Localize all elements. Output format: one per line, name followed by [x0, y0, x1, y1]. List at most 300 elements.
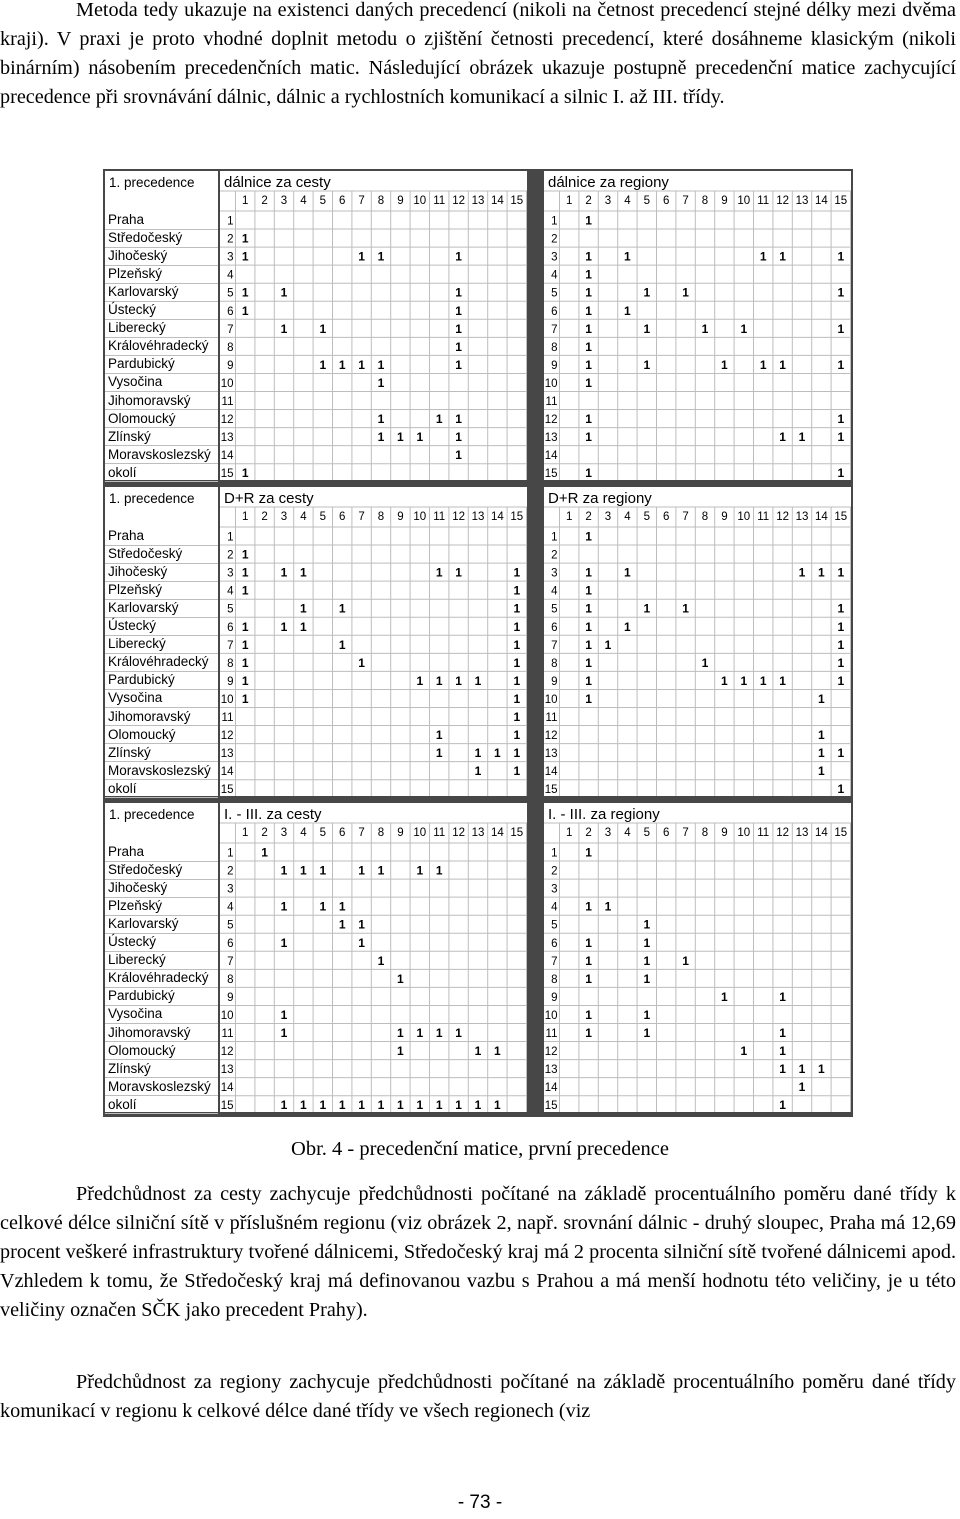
column-number: 1 [241, 827, 249, 839]
matrix-cell-value: 1 [837, 321, 845, 336]
matrix-cell-value: 1 [837, 655, 845, 670]
row-number: 15 [220, 1100, 234, 1112]
column-number: 14 [815, 511, 828, 523]
column-number: 15 [834, 511, 848, 523]
matrix-cell-value: 1 [818, 764, 825, 779]
matrix-cell-value: 1 [358, 655, 365, 670]
row-number: 1 [227, 531, 234, 544]
matrix-title: dálnice za regiony [548, 174, 669, 191]
matrix-cell-value: 1 [280, 1026, 288, 1040]
row-number: 7 [227, 323, 234, 336]
matrix-cell-value: 1 [435, 1026, 443, 1040]
row-number: 6 [551, 621, 558, 634]
row-gridline [105, 797, 218, 798]
matrix-cell-value: 1 [358, 249, 365, 264]
row-gridline [105, 1113, 218, 1114]
matrix-cell-value: 1 [837, 430, 845, 445]
matrix-cell-value: 1 [682, 601, 689, 616]
matrix-cell-value: 1 [338, 601, 346, 616]
matrix-cell-value: 1 [435, 863, 443, 878]
matrix-cell-value: 1 [280, 565, 288, 580]
column-number: 8 [701, 195, 709, 207]
matrix-cell-value: 1 [740, 321, 748, 336]
matrix-cell-value: 1 [397, 430, 404, 445]
row-number: 1 [227, 215, 234, 228]
matrix-cell-value: 1 [740, 673, 748, 688]
matrix-title: D+R za cesty [224, 490, 314, 507]
column-number: 2 [261, 195, 268, 207]
matrix-cell-value: 1 [280, 935, 288, 950]
matrix-cell-value: 1 [643, 953, 651, 968]
row-number: 5 [227, 287, 234, 300]
column-number: 6 [338, 511, 346, 523]
column-number: 15 [510, 827, 524, 839]
region-label: Jihočeský [108, 880, 168, 896]
row-number: 10 [544, 693, 558, 706]
precedence-label: 1. precedence [109, 491, 195, 506]
matrix-cell-value: 1 [455, 339, 462, 354]
region-label: Ústecký [108, 302, 157, 318]
column-number: 1 [565, 511, 573, 523]
column-number: 12 [452, 827, 465, 839]
row-number: 4 [227, 269, 234, 282]
matrix-cell-value: 1 [779, 989, 786, 1004]
region-label: Královéhradecký [108, 970, 209, 986]
column-number: 8 [377, 827, 385, 839]
matrix-cell-value: 1 [837, 466, 845, 480]
row-number: 4 [227, 901, 234, 914]
row-number: 1 [551, 215, 558, 228]
matrix-cell-value: 1 [241, 303, 249, 318]
matrix-cell-value: 1 [585, 213, 592, 228]
column-number: 11 [433, 827, 446, 839]
column-number: 13 [471, 511, 485, 523]
matrix-cell-value: 1 [779, 1026, 786, 1040]
column-number: 10 [737, 827, 751, 839]
matrix-cell-value: 1 [779, 1062, 786, 1077]
matrix-cell-value: 1 [798, 1062, 806, 1077]
matrix-cell-value: 1 [604, 899, 612, 914]
column-number: 4 [300, 511, 307, 523]
column-number: 8 [701, 827, 709, 839]
region-label: Vysočina [108, 690, 163, 706]
column-number: 9 [721, 195, 728, 207]
column-number: 11 [433, 195, 446, 207]
matrix-cell-value: 1 [241, 249, 249, 264]
column-number: 3 [604, 511, 612, 523]
matrix-cell-value: 1 [585, 430, 592, 445]
paragraph-cesty-text: Předchůdnost za cesty zachycuje předchůdnosti počítané na základě procentuálního poměru dané třídy k celkové délce silniční sítě v příslušném regionu (viz obrázek 2, např. srovnání dálnic - druhý sloupec, Praha má 12,69 procent veškeré infrastruktury tvořené dálnicemi, Středočeský kraj má 2 procenta silniční sítě tvořené dálnicemi apod. Vzhledem k tomu, že Středočeský kraj má definovanou vazbu s Prahou a má menší hodnotu této veličiny, je u této veličiny označen SČK jako precedent Prahy). [0, 1183, 956, 1321]
row-number: 11 [221, 1028, 234, 1040]
matrix-cell-value: 1 [779, 249, 786, 264]
column-number: 6 [338, 195, 346, 207]
matrix-cell-value: 1 [759, 357, 767, 372]
matrix-cell-value: 1 [377, 863, 385, 878]
column-number: 6 [338, 827, 346, 839]
matrix-cell-value: 1 [377, 357, 385, 372]
matrix-cell-value: 1 [585, 673, 592, 688]
matrix-cell-value: 1 [779, 430, 786, 445]
matrix-cell-value: 1 [624, 619, 631, 634]
region-label: Pardubický [108, 988, 175, 1004]
column-number: 7 [358, 511, 365, 523]
row-number: 15 [544, 468, 558, 480]
matrix-cell-value: 1 [643, 917, 651, 932]
row-number: 9 [227, 359, 234, 372]
column-number: 9 [721, 511, 728, 523]
region-label: Vysočina [108, 1006, 163, 1022]
row-number: 5 [227, 603, 234, 616]
row-number: 10 [220, 1009, 234, 1022]
matrix-cell-value: 1 [358, 357, 365, 372]
matrix-cell-value: 1 [435, 1098, 443, 1112]
column-number: 15 [510, 511, 524, 523]
column-number: 1 [565, 195, 573, 207]
matrix-cell-value: 1 [585, 249, 592, 264]
matrix-cell-value: 1 [585, 339, 592, 354]
region-label: Pardubický [108, 672, 175, 688]
region-label: Liberecký [108, 636, 166, 652]
matrix-cell-value: 1 [241, 565, 249, 580]
matrix-cell-value: 1 [585, 845, 592, 860]
row-number: 12 [544, 1046, 558, 1059]
matrix-cell-value: 1 [818, 565, 825, 580]
matrix-cell-value: 1 [455, 565, 462, 580]
matrix-cell-value: 1 [759, 249, 767, 264]
row-number: 1 [551, 531, 558, 544]
matrix-cell-value: 1 [358, 917, 365, 932]
row-number: 2 [551, 865, 558, 878]
region-label: Zlínský [108, 1060, 151, 1076]
matrix-cell-value: 1 [585, 565, 592, 580]
paragraph-cesty [0, 1180, 956, 1325]
matrix-cell-value: 1 [455, 303, 462, 318]
matrix-cell-value: 1 [280, 899, 288, 914]
matrix-cell-value: 1 [416, 430, 424, 445]
precedence-matrix [220, 487, 527, 796]
column-number: 10 [413, 511, 427, 523]
precedence-label: 1. precedence [109, 807, 195, 822]
matrix-separator [528, 803, 542, 1112]
column-number: 3 [604, 827, 612, 839]
region-label: Středočeský [108, 230, 183, 246]
matrix-title: D+R za regiony [548, 490, 652, 507]
matrix-cell-value: 1 [837, 673, 845, 688]
column-number: 13 [471, 827, 485, 839]
matrix-cell-value: 1 [585, 303, 592, 318]
matrix-cell-value: 1 [474, 746, 482, 761]
row-number: 7 [551, 323, 558, 336]
column-number: 2 [585, 195, 592, 207]
matrix-cell-value: 1 [338, 637, 346, 652]
matrix-cell-value: 1 [837, 637, 845, 652]
matrix-cell-value: 1 [604, 637, 612, 652]
matrix-cell-value: 1 [416, 863, 424, 878]
column-number: 12 [776, 511, 789, 523]
matrix-cell-value: 1 [455, 673, 462, 688]
row-number: 15 [220, 468, 234, 480]
column-number: 6 [662, 195, 670, 207]
matrix-cell-value: 1 [779, 1044, 786, 1059]
column-number: 4 [624, 195, 631, 207]
matrix-cell-value: 1 [280, 619, 288, 634]
matrix-cell-value: 1 [798, 1080, 806, 1095]
matrix-cell-value: 1 [585, 1026, 592, 1040]
column-number: 9 [397, 511, 404, 523]
matrix-cell-value: 1 [455, 357, 462, 372]
matrix-cell-value: 1 [585, 466, 592, 480]
column-number: 6 [662, 511, 670, 523]
matrix-cell-value: 1 [837, 285, 845, 300]
matrix-cell-value: 1 [624, 249, 631, 264]
matrix-cell-value: 1 [624, 303, 631, 318]
row-number: 12 [220, 1046, 234, 1059]
region-label: Plzeňský [108, 898, 163, 914]
region-label: Moravskoslezský [108, 446, 211, 462]
column-number: 7 [682, 827, 689, 839]
matrix-cell-value: 1 [585, 357, 592, 372]
matrix-cell-value: 1 [585, 285, 592, 300]
column-number: 14 [815, 195, 828, 207]
row-number: 4 [551, 269, 558, 282]
matrix-cell-value: 1 [513, 673, 521, 688]
matrix-cell-value: 1 [798, 565, 806, 580]
matrix-cell-value: 1 [241, 583, 249, 598]
column-number: 1 [565, 827, 573, 839]
column-number: 9 [397, 195, 404, 207]
intro-paragraph [0, 0, 956, 112]
row-number: 8 [227, 657, 234, 670]
region-label: Jihočeský [108, 564, 168, 580]
matrix-cell-value: 1 [585, 619, 592, 634]
column-number: 11 [757, 511, 770, 523]
matrix-cell-value: 1 [837, 601, 845, 616]
matrix-cell-value: 1 [513, 764, 521, 779]
matrix-cell-value: 1 [377, 412, 385, 427]
column-number: 2 [585, 511, 592, 523]
row-gridline [105, 481, 218, 482]
matrix-cell-value: 1 [338, 1098, 346, 1112]
column-number: 5 [319, 195, 327, 207]
matrix-cell-value: 1 [280, 321, 288, 336]
matrix-cell-value: 1 [585, 971, 592, 986]
page-number: - 73 - [457, 1492, 503, 1513]
matrix-cell-value: 1 [455, 430, 462, 445]
row-number: 15 [220, 784, 234, 796]
matrix-cell-value: 1 [721, 357, 728, 372]
row-number: 5 [551, 287, 558, 300]
region-label: Karlovarský [108, 916, 179, 932]
matrix-title: I. - III. za regiony [548, 806, 660, 823]
matrix-cell-value: 1 [585, 583, 592, 598]
matrix-cell-value: 1 [319, 1098, 327, 1112]
figure-block-dr [105, 487, 851, 796]
matrix-cell-value: 1 [300, 601, 307, 616]
matrix-cell-value: 1 [241, 285, 249, 300]
precedence-label: 1. precedence [109, 175, 195, 190]
matrix-cell-value: 1 [721, 673, 728, 688]
matrix-cell-value: 1 [241, 673, 249, 688]
matrix-cell-value: 1 [643, 1007, 651, 1022]
row-number: 13 [220, 432, 234, 445]
matrix-cell-value: 1 [643, 601, 651, 616]
intro-text: Metoda tedy ukazuje na existenci daných precedencí (nikoli na četnost precedencí stejné délky mezi dvěma kraji). V praxi je proto vhodné doplnit metodu o zjištění četnosti precedencí, které dosáhneme klasickým (nikoli binárním) násobením precedenčních matic. Následující obrázek ukazuje postupně precedenční matice zachycující precedence při srovnávání dálnic, dálnic a rychlostních komunikací a silnic I. až III. třídy. [0, 0, 956, 108]
matrix-cell-value: 1 [701, 321, 709, 336]
row-number: 2 [227, 865, 234, 878]
matrix-cell-value: 1 [241, 231, 249, 246]
figure-block-dalnice [105, 171, 851, 480]
matrix-cell-value: 1 [397, 1026, 404, 1040]
matrix-cell-value: 1 [474, 1044, 482, 1059]
matrix-cell-value: 1 [759, 673, 767, 688]
region-label: Plzeňský [108, 582, 163, 598]
row-number: 6 [227, 937, 234, 950]
matrix-cell-value: 1 [474, 764, 482, 779]
matrix-cell-value: 1 [585, 637, 592, 652]
matrix-cell-value: 1 [455, 448, 462, 463]
column-number: 4 [624, 511, 631, 523]
matrix-cell-value: 1 [682, 953, 689, 968]
region-label: Vysočina [108, 374, 163, 390]
paragraph-regiony-text: Předchůdnost za regiony zachycuje předchůdnosti počítané na základě procentuálního poměru dané třídy komunikací v regionu k celkové délce dané třídy ve všech regionech (viz [0, 1371, 956, 1422]
column-number: 9 [721, 827, 728, 839]
row-number: 7 [551, 639, 558, 652]
matrix-cell-value: 1 [837, 412, 845, 427]
column-number: 2 [585, 827, 592, 839]
matrix-cell-value: 1 [585, 375, 592, 390]
matrix-cell-value: 1 [435, 412, 443, 427]
region-label: okolí [108, 780, 137, 796]
matrix-separator [528, 487, 542, 796]
column-number: 14 [491, 511, 504, 523]
region-label: Jihomoravský [108, 1024, 191, 1040]
row-number: 9 [227, 991, 234, 1004]
matrix-cell-value: 1 [779, 357, 786, 372]
column-number: 7 [682, 195, 689, 207]
matrix-cell-value: 1 [585, 412, 592, 427]
matrix-cell-value: 1 [377, 1098, 385, 1112]
row-number: 5 [227, 919, 234, 932]
matrix-cell-value: 1 [513, 728, 521, 743]
column-number: 11 [433, 511, 446, 523]
column-number: 13 [795, 511, 809, 523]
row-number: 12 [220, 730, 234, 743]
column-number: 3 [280, 195, 288, 207]
row-number: 3 [551, 567, 558, 580]
matrix-cell-value: 1 [779, 673, 786, 688]
column-number: 13 [795, 827, 809, 839]
column-number: 5 [643, 827, 651, 839]
matrix-cell-value: 1 [300, 1098, 307, 1112]
matrix-cell-value: 1 [585, 899, 592, 914]
column-number: 12 [776, 827, 789, 839]
matrix-cell-value: 1 [643, 1026, 651, 1040]
column-number: 15 [834, 195, 848, 207]
matrix-cell-value: 1 [513, 583, 521, 598]
matrix-cell-value: 1 [513, 746, 521, 761]
matrix-cell-value: 1 [513, 710, 521, 724]
column-number: 8 [377, 195, 385, 207]
matrix-cell-value: 1 [338, 917, 346, 932]
matrix-cell-value: 1 [435, 728, 443, 743]
row-number: 7 [551, 955, 558, 968]
column-number: 1 [241, 511, 249, 523]
matrix-cell-value: 1 [643, 321, 651, 336]
region-label: Středočeský [108, 862, 183, 878]
column-number: 14 [491, 827, 504, 839]
region-label: Liberecký [108, 320, 166, 336]
row-number: 1 [227, 847, 234, 860]
matrix-cell-value: 1 [513, 565, 521, 580]
matrix-cell-value: 1 [300, 863, 307, 878]
region-label: Moravskoslezský [108, 762, 211, 778]
column-number: 5 [319, 827, 327, 839]
row-number: 11 [221, 712, 234, 724]
region-label: Zlínský [108, 744, 151, 760]
matrix-cell-value: 1 [455, 412, 462, 427]
region-label: Plzeňský [108, 266, 163, 282]
matrix-cell-value: 1 [241, 655, 249, 670]
region-label: Královéhradecký [108, 654, 209, 670]
matrix-cell-value: 1 [513, 619, 521, 634]
matrix-cell-value: 1 [513, 637, 521, 652]
row-labels [105, 803, 218, 1112]
column-number: 14 [491, 195, 504, 207]
column-number: 5 [643, 511, 651, 523]
matrix-cell-value: 1 [585, 529, 592, 544]
matrix-cell-value: 1 [455, 285, 462, 300]
matrix-cell-value: 1 [837, 746, 845, 761]
column-number: 12 [452, 511, 465, 523]
region-label: Ústecký [108, 934, 157, 950]
row-number: 3 [227, 567, 234, 580]
row-number: 13 [544, 748, 558, 761]
matrix-cell-value: 1 [837, 357, 845, 372]
matrix-cell-value: 1 [280, 1098, 288, 1112]
column-number: 14 [815, 827, 828, 839]
region-label: Jihomoravský [108, 708, 191, 724]
column-number: 10 [737, 511, 751, 523]
row-labels [105, 487, 218, 796]
column-number: 5 [319, 511, 327, 523]
region-label: Olomoucký [108, 726, 176, 742]
matrix-cell-value: 1 [435, 565, 443, 580]
matrix-cell-value: 1 [682, 285, 689, 300]
figure-block-silnice [105, 803, 851, 1112]
column-number: 13 [471, 195, 485, 207]
matrix-cell-value: 1 [837, 249, 845, 264]
matrix-cell-value: 1 [280, 285, 288, 300]
matrix-cell-value: 1 [319, 863, 327, 878]
region-label: Praha [108, 844, 145, 859]
row-number: 14 [544, 766, 558, 779]
matrix-cell-value: 1 [513, 601, 521, 616]
figure-caption: Obr. 4 - precedenční matice, první precedence [291, 1138, 669, 1160]
matrix-cell-value: 1 [494, 1098, 501, 1112]
matrix-cell-value: 1 [319, 321, 327, 336]
matrix-cell-value: 1 [701, 655, 709, 670]
matrix-cell-value: 1 [474, 673, 482, 688]
region-label: Ústecký [108, 618, 157, 634]
matrix-cell-value: 1 [397, 971, 404, 986]
row-number: 3 [551, 251, 558, 264]
region-label: Olomoucký [108, 410, 176, 426]
precedence-matrix [544, 487, 851, 796]
row-number: 10 [544, 377, 558, 390]
matrix-cell-value: 1 [358, 863, 365, 878]
matrix-cell-value: 1 [798, 430, 806, 445]
matrix-cell-value: 1 [241, 691, 249, 706]
